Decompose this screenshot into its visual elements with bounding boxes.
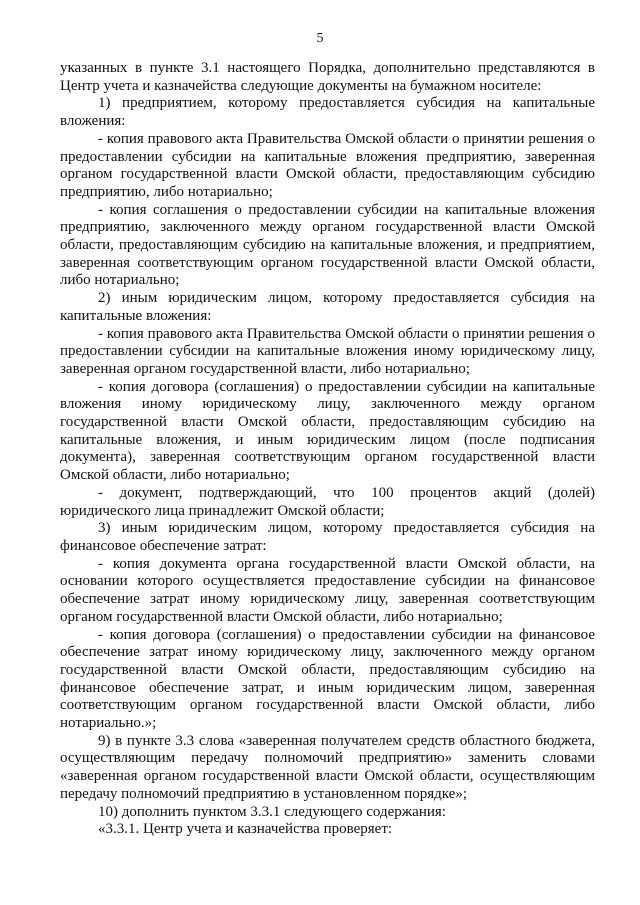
paragraph: - копия правового акта Правительства Омской области о принятии решения о предоставлении субсидии на капитальные вложения иному юридическому лицу, заверенная органом государственной власти, либо нотариально; [60,325,595,377]
paragraph: 10) дополнить пунктом 3.3.1 следующего содержания: [98,803,446,820]
paragraph: - копия правового акта Правительства Омской области о принятии решения о предоставлении субсидии на капитальные вложения предприятию, заверенная органом государственной власти Омской области, предоставляющим субсидию предприятию, либо нотариально; [60,130,595,200]
paragraph: - копия документа органа государственной власти Омской области, на основании которого осуществляется предоставление субсидии на финансовое обеспечение затрат иному юридическому лицу, заверенная соответствующим органом государственной власти Омской области, либо нотариально; [60,555,595,625]
paragraph: указанных в пункте 3.1 настоящего Порядка, дополнительно представляются в Центр учета и казначейства следующие документы на бумажном носителе: [60,60,595,94]
paragraph: - документ, подтверждающий, что 100 процентов акций (долей) юридического лица принадлежит Омской области; [60,484,595,519]
page-number: 5 [316,31,324,46]
paragraph: - копия договора (соглашения) о предоставлении субсидии на капитальные вложения иному юридическому лицу, заключенного между органом государственной власти Омской области, предоставляющим субсидию на капитальные вложения, и иным юридическим лицом (после подписания документа), заверенная соответствующим органом государственной власти Омской области, либо нотариально; [60,378,595,484]
paragraph: «3.3.1. Центр учета и казначейства проверяет: [98,821,393,838]
paragraph: 2) иным юридическим лицом, которому предоставляется субсидия на капитальные вложения: [60,290,595,324]
paragraph: 9) в пункте 3.3 слова «заверенная получателем средств областного бюджета, осуществляющим передачу полномочий предприятию» заменить словами «заверенная органом государственной власти Омской области, осуществляющим передачу полномочий предприятию в установленном порядке»; [60,732,595,802]
document-body [60,60,595,839]
paragraph: - копия договора (соглашения) о предоставлении субсидии на финансовое обеспечение затрат иному юридическому лицу, заключенного между органом государственной власти Омской области, предоставляющим субсидию на финансовое обеспечение затрат, и иным юридическим лицом, заверенная соответствующим органом государственной власти Омской области, либо нотариально.»; [60,626,595,732]
paragraph: 1) предприятием, которому предоставляется субсидия на капитальные вложения: [60,95,595,130]
paragraph: - копия соглашения о предоставлении субсидии на капитальные вложения предприятию, заключенного между органом государственной власти Омской области, предоставляющим субсидию на капитальные вложения, и предприятием, заверенная соответствующим органом государственной власти Омской области, либо нотариально; [60,201,595,289]
paragraph: 3) иным юридическим лицом, которому предоставляется субсидия на финансовое обеспечение затрат: [60,520,595,554]
